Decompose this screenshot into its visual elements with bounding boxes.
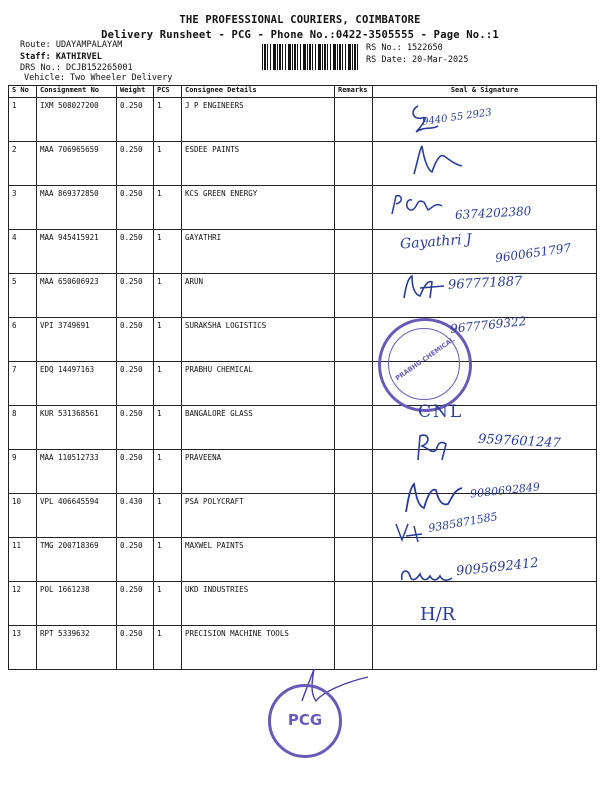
cell-sno: 2	[9, 142, 37, 186]
cell-consignment: IXM 508027200	[37, 98, 117, 142]
cell-pcs: 1	[154, 98, 182, 142]
runsheet-subtitle: Delivery Runsheet - PCG - Phone No.:0422-3505555 - Page No.:1	[101, 29, 499, 41]
table-row	[9, 582, 597, 626]
rs-date: RS Date: 20-Mar-2025	[366, 55, 469, 65]
cell-consignee: PRECISION MACHINE TOOLS	[182, 626, 335, 670]
signature-hr: H/R	[420, 604, 456, 625]
cell-weight: 0.250	[117, 582, 154, 626]
signature-phone-9: 9597601247	[477, 431, 562, 452]
cell-pcs: 1	[154, 582, 182, 626]
signature-phone-12: 9095692412	[455, 555, 540, 580]
runsheet-table	[8, 85, 597, 670]
header-consignment: Consignment No	[37, 86, 117, 98]
cell-remarks	[335, 186, 373, 230]
cell-weight: 0.250	[117, 318, 154, 362]
header-remarks: Remarks	[335, 86, 373, 98]
header-weight: Weight	[117, 86, 154, 98]
cell-pcs: 1	[154, 362, 182, 406]
cell-sno: 10	[9, 494, 37, 538]
cell-consignment: EDQ 14497163	[37, 362, 117, 406]
cell-consignee: BANGALORE GLASS	[182, 406, 335, 450]
signature-scribble-9	[412, 430, 452, 464]
cell-consignment: VPI 3749691	[37, 318, 117, 362]
cell-consignee: PRAVEENA	[182, 450, 335, 494]
header-pcs: PCS	[154, 86, 182, 98]
cell-remarks	[335, 230, 373, 274]
cell-signature	[373, 142, 597, 186]
cell-weight: 0.430	[117, 494, 154, 538]
cell-remarks	[335, 626, 373, 670]
signature-phone-1: 9440 55 2923	[421, 107, 493, 128]
cell-consignee: UKD INDUSTRIES	[182, 582, 335, 626]
cell-sno: 7	[9, 362, 37, 406]
cell-sno: 8	[9, 406, 37, 450]
cell-weight: 0.250	[117, 186, 154, 230]
cell-sno: 6	[9, 318, 37, 362]
cell-consignee: J P ENGINEERS	[182, 98, 335, 142]
company-title: THE PROFESSIONAL COURIERS, COIMBATORE	[179, 14, 421, 26]
cell-pcs: 1	[154, 538, 182, 582]
cell-sno: 13	[9, 626, 37, 670]
table-row	[9, 626, 597, 670]
signature-scribble-2	[410, 140, 470, 180]
cell-consignment: MAA 945415921	[37, 230, 117, 274]
cell-consignment: VPL 406645594	[37, 494, 117, 538]
cell-weight: 0.250	[117, 230, 154, 274]
signature-scribble-10	[402, 480, 472, 516]
signature-phone-11: 9385871585	[427, 510, 499, 535]
cell-consignment: POL 1661238	[37, 582, 117, 626]
cell-consignment: RPT 5339632	[37, 626, 117, 670]
cell-pcs: 1	[154, 142, 182, 186]
cell-consignee: ARUN	[182, 274, 335, 318]
table-row	[9, 98, 597, 142]
cell-consignee: KCS GREEN ENERGY	[182, 186, 335, 230]
table-row	[9, 494, 597, 538]
cell-weight: 0.250	[117, 274, 154, 318]
cell-consignee: MAXWEL PAINTS	[182, 538, 335, 582]
cell-remarks	[335, 142, 373, 186]
cell-consignment: KUR 531368561	[37, 406, 117, 450]
signature-name-4: Gayathri J	[399, 231, 473, 253]
cell-sno: 4	[9, 230, 37, 274]
cell-consignment: MAA 650606923	[37, 274, 117, 318]
cell-remarks	[335, 406, 373, 450]
cell-pcs: 1	[154, 186, 182, 230]
signature-phone-4: 9600651797	[494, 240, 572, 266]
cell-pcs: 1	[154, 230, 182, 274]
cell-weight: 0.250	[117, 538, 154, 582]
signature-cnl: CNL	[418, 402, 464, 422]
table-row	[9, 142, 597, 186]
cell-consignee: ESDEE PAINTS	[182, 142, 335, 186]
cell-remarks	[335, 362, 373, 406]
cell-remarks	[335, 450, 373, 494]
cell-consignment: MAA 110512733	[37, 450, 117, 494]
cell-sno: 11	[9, 538, 37, 582]
signature-scribble-3	[388, 190, 448, 220]
pcg-stamp-text: PCG	[287, 711, 323, 729]
cell-sno: 5	[9, 274, 37, 318]
cell-remarks	[335, 98, 373, 142]
cell-consignee: PSA POLYCRAFT	[182, 494, 335, 538]
pcg-stamp	[268, 684, 342, 758]
cell-pcs: 1	[154, 318, 182, 362]
signature-phone-5: 967771887	[447, 274, 523, 293]
signature-scribble-11	[392, 516, 432, 546]
staff-label: Staff: KATHIRVEL	[20, 52, 102, 62]
signature-phone-3: 6374202380	[454, 204, 532, 222]
table-header-row	[9, 86, 597, 98]
cell-pcs: 1	[154, 494, 182, 538]
vehicle-label: Vehicle: Two Wheeler Delivery	[24, 73, 173, 83]
cell-weight: 0.250	[117, 362, 154, 406]
cell-pcs: 1	[154, 406, 182, 450]
cell-remarks	[335, 274, 373, 318]
cell-sno: 3	[9, 186, 37, 230]
cell-sno: 12	[9, 582, 37, 626]
cell-sno: 1	[9, 98, 37, 142]
rs-number: RS No.: 1522650	[366, 43, 443, 53]
signature-phone-10: 9080692849	[469, 480, 541, 501]
cell-remarks	[335, 494, 373, 538]
drs-label: DRS No.: DCJB152265001	[20, 63, 133, 73]
cell-consignment: MAA 706965659	[37, 142, 117, 186]
cell-pcs: 1	[154, 626, 182, 670]
cell-consignee: SURAKSHA LOGISTICS	[182, 318, 335, 362]
cell-sno: 9	[9, 450, 37, 494]
cell-signature	[373, 626, 597, 670]
cell-consignee: GAYATHRI	[182, 230, 335, 274]
route-label: Route: UDAYAMPALAYAM	[20, 40, 123, 50]
signature-scribble-12	[396, 560, 456, 590]
header-sno: S No	[9, 86, 37, 98]
seal-text: PRABHU CHEMICAL	[393, 335, 457, 383]
barcode	[262, 44, 359, 70]
cell-pcs: 1	[154, 274, 182, 318]
header-signature: Seal & Signature	[373, 86, 597, 98]
header-consignee: Consignee Details	[182, 86, 335, 98]
cell-remarks	[335, 582, 373, 626]
cell-weight: 0.250	[117, 406, 154, 450]
cell-consignee: PRABHU CHEMICAL	[182, 362, 335, 406]
cell-weight: 0.250	[117, 98, 154, 142]
cell-remarks	[335, 538, 373, 582]
cell-weight: 0.250	[117, 142, 154, 186]
signature-scribble-5	[400, 272, 450, 302]
table-row	[9, 362, 597, 406]
signature-phone-7: 9677769322	[449, 314, 527, 336]
cell-weight: 0.250	[117, 626, 154, 670]
cell-pcs: 1	[154, 450, 182, 494]
cell-weight: 0.250	[117, 450, 154, 494]
cell-consignment: MAA 869372850	[37, 186, 117, 230]
cell-remarks	[335, 318, 373, 362]
cell-consignment: TMG 200718369	[37, 538, 117, 582]
